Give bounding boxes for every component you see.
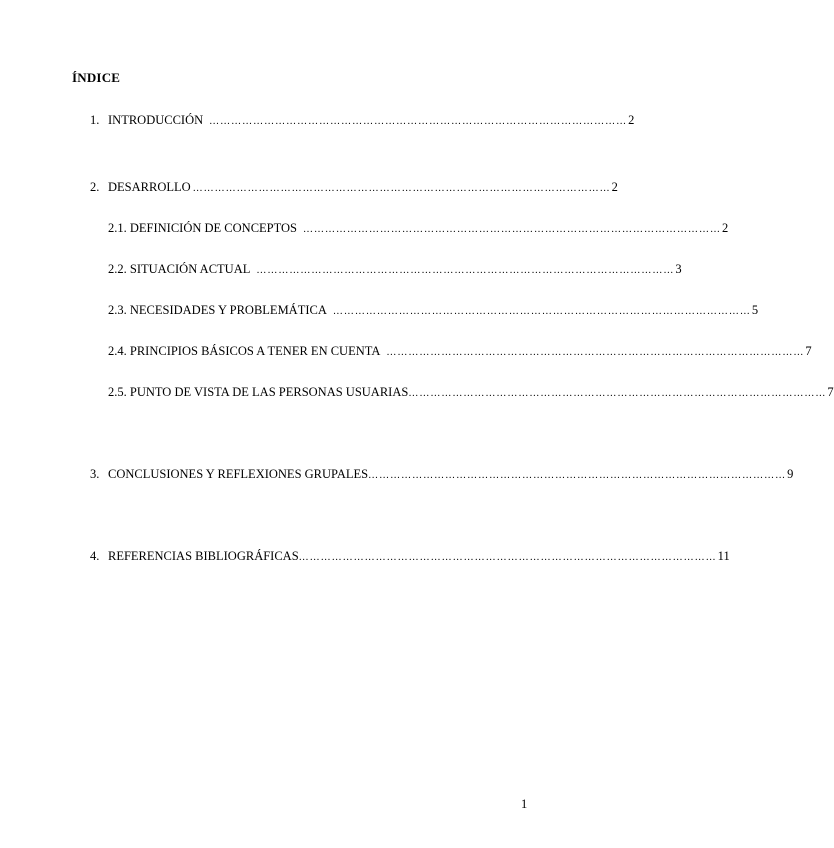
dot-leader: …………………………………………………………………………………………………… xyxy=(298,552,717,563)
dot-leader: …………………………………………………………………………………………………… xyxy=(332,306,751,317)
toc-entry-page: 7 xyxy=(805,344,812,358)
toc-entry-number: 2. xyxy=(90,180,100,194)
toc-entry-page: 3 xyxy=(675,262,682,276)
toc-entry-referencias-bibliograficas[interactable] xyxy=(90,549,730,565)
toc-entry-introduccion[interactable] xyxy=(90,113,635,129)
dot-leader: …………………………………………………………………………………………………… xyxy=(192,183,611,194)
toc-entry-page: 2 xyxy=(628,113,635,127)
dot-leader: …………………………………………………………………………………………………… xyxy=(368,470,787,481)
toc-entry-title: INTRODUCCIÓN xyxy=(108,113,204,127)
toc-entry-page: 9 xyxy=(787,467,794,481)
dot-leader: …………………………………………………………………………………………………… xyxy=(256,265,675,276)
toc-entry-definicion-de-conceptos[interactable] xyxy=(108,221,729,237)
toc-entry-principios-basicos[interactable] xyxy=(108,344,812,360)
toc-entry-title: REFERENCIAS BIBLIOGRÁFICAS xyxy=(108,549,299,563)
toc-entry-desarrollo[interactable] xyxy=(90,180,618,196)
toc-entry-page: 11 xyxy=(717,549,730,563)
toc-entry-punto-de-vista[interactable] xyxy=(108,385,834,401)
toc-entry-number: 3. xyxy=(90,467,100,481)
toc-entry-title: 2.1. DEFINICIÓN DE CONCEPTOS xyxy=(108,221,298,235)
toc-entry-necesidades-y-problematica[interactable] xyxy=(108,303,759,319)
toc-entry-page: 7 xyxy=(827,385,834,399)
toc-entry-number: 1. xyxy=(90,113,100,127)
toc-entry-situacion-actual[interactable] xyxy=(108,262,682,278)
toc-entry-page: 2 xyxy=(722,221,729,235)
toc-entry-conclusiones[interactable] xyxy=(90,467,794,483)
toc-entry-page: 5 xyxy=(751,303,759,317)
toc-entry-title: CONCLUSIONES Y REFLEXIONES GRUPALES xyxy=(108,467,369,481)
dot-leader: …………………………………………………………………………………………………… xyxy=(303,224,722,235)
dot-leader: …………………………………………………………………………………………………… xyxy=(408,388,827,399)
toc-entry-title: DESARROLLO xyxy=(108,180,191,194)
dot-leader: …………………………………………………………………………………………………… xyxy=(209,116,628,127)
toc-entry-title: 2.5. PUNTO DE VISTA DE LAS PERSONAS USUARIAS xyxy=(108,385,409,399)
toc-entry-title: 2.3. NECESIDADES Y PROBLEMÁTICA xyxy=(108,303,327,317)
page-title: ÍNDICE xyxy=(72,70,121,85)
toc-entry-number: 4. xyxy=(90,549,100,563)
toc-entry-title: 2.2. SITUACIÓN ACTUAL xyxy=(108,262,251,276)
toc-entry-title: 2.4. PRINCIPIOS BÁSICOS A TENER EN CUENTA xyxy=(108,344,381,358)
toc-entry-page: 2 xyxy=(611,180,618,194)
page-number: 1 xyxy=(521,797,528,811)
dot-leader: …………………………………………………………………………………………………… xyxy=(386,347,805,358)
